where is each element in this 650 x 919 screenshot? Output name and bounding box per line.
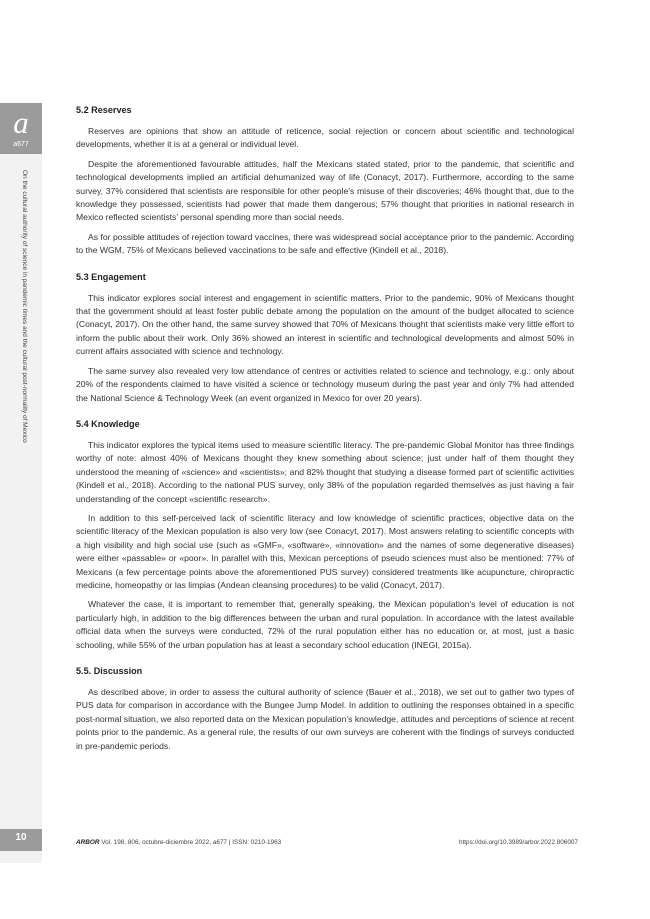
section-heading-reserves: 5.2 Reserves — [76, 105, 132, 115]
footer-citation — [76, 839, 281, 846]
running-title: On the cultural authority of science in pandemic times and the cultural post-normality of Mexico — [21, 170, 28, 443]
section-heading-knowledge: 5.4 Knowledge — [76, 418, 140, 429]
paragraph: As for possible attitudes of rejection toward vaccines, there was widespread social acceptance prior to the pandemic. According to the WGM, 75% of Mexicans believed vaccinations to be safe and effective (Kindell et al., 2018). — [76, 231, 574, 256]
citation-text: Vol. 198, 806, octubre-diciembre 2022, a677 | ISSN: 0210-1963 — [99, 839, 282, 846]
section-heading-discussion: 5.5. Discussion — [76, 666, 143, 676]
footer-doi[interactable]: https://doi.org/10.3989/arbor.2022.806007 — [458, 839, 578, 846]
paragraph: This indicator explores the typical items used to measure scientific literacy. The pre-pandemic Global Monitor has three findings worthy of note: almost 40% of Mexicans thought they knew something about science; just under half of them thought they understood the meaning of «science» and «scientists»; and 82% thought that studying a disease formed part of scientific activities (Kindell et al., 2018). According to the national PUS survey, only 38% of the population regarded themselves as just having a fair understanding of the concept «scientific research». — [76, 439, 574, 504]
section-heading-engagement: 5.3 Engagement — [76, 271, 146, 282]
paragraph: Reserves are opinions that show an attitude of reticence, social rejection or concern about scientific and technological developments, whether it is at a general or individual level. — [76, 126, 574, 150]
paragraph: Whatever the case, it is important to remember that, generally speaking, the Mexican population’s level of education is not particularly high, in addition to the big differences between the urban and rural population. In accordance with the latest available official data when the surveys were conducted, 72% of the rural population either has no education or, at most, just a basic schooling, while 55% of the urban population has at least a secondary school education (INEGI, 2015a). — [76, 599, 574, 650]
paragraph: As described above, in order to assess the cultural authority of science (Bauer et al., 2018), we set out to gather two types of PUS data for comparison in accordance with the Bungee Jump Model. In addition to outlining the responses obtained in a specific post-normal situation, we also reported data on the Mexican population’s knowledge, attitudes and perceptions of science at recent points prior to the pandemic. As a general rule, the results of our own surveys are coherent with the findings of surveys conducted in pre-pandemic periods. — [76, 687, 574, 751]
journal-name: ARBOR — [76, 839, 100, 846]
paragraph: The same survey also revealed very low attendance of centres or activities related to science and technology, e.g.: only about 20% of the respondents claimed to have visited a science or technology museum during the past year and only 7% had attended the National Science & Technology Week (an event organized in Mexico for over 20 years). — [76, 365, 574, 403]
article-id: a677 — [13, 141, 29, 148]
paragraph: In addition to this self-perceived lack of scientific literacy and low knowledge of scientific practices, objective data on the scientific literacy of the Mexican population is also very low (see Conacyt, 2017). Most answers relating to scientific concepts with a high visibility and high social use (such as «GMF», «software», «innovation» and the names of some degenerative diseases) were either «passable» or «poor». In parallel with this, Mexican perceptions of pseudo sciences must also be mentioned: 77% of Mexicans (a few percentage points above the aforementioned PUS survey) considered treatments like acupuncture, chiropractic medicine, homeopathy or las limpias (Andean cleansing procedures) to be valid (Conacyt, 2017). — [76, 512, 574, 590]
paragraph: This indicator explores social interest and engagement in scientific matters. Prior to the pandemic, 90% of Mexicans thought that the government should at least foster public debate among the population on the amount of the budget allocated to science (Conacyt, 2017). On the other hand, the same survey showed that 70% of Mexicans thought that scientists make very little effort to inform the public about their work. Only 36% showed an interest in scientific and technological developments and almost 50% in current affairs associated with science and technology. — [76, 292, 574, 357]
paragraph: Despite the aforementioned favourable attitudes, half the Mexicans stated stated, prior to the pandemic, that scientific and technological developments implied an artificial dehumanized way of life (Conacyt, 2017). Furthermore, according to the same survey, 37% considered that scientists are responsible for other people’s misuse of their discoveries; 46% thought that, due to the knowledge they possessed, scientists had power that made them dangerous; 57% thought that priorities in national research in Mexico reflected scientists’ personal spending more than social needs. — [76, 158, 574, 223]
running-title-wrap — [9, 170, 33, 480]
journal-logo: a — [13, 105, 29, 140]
article-body — [76, 104, 574, 759]
page-number: 10 — [15, 832, 27, 843]
